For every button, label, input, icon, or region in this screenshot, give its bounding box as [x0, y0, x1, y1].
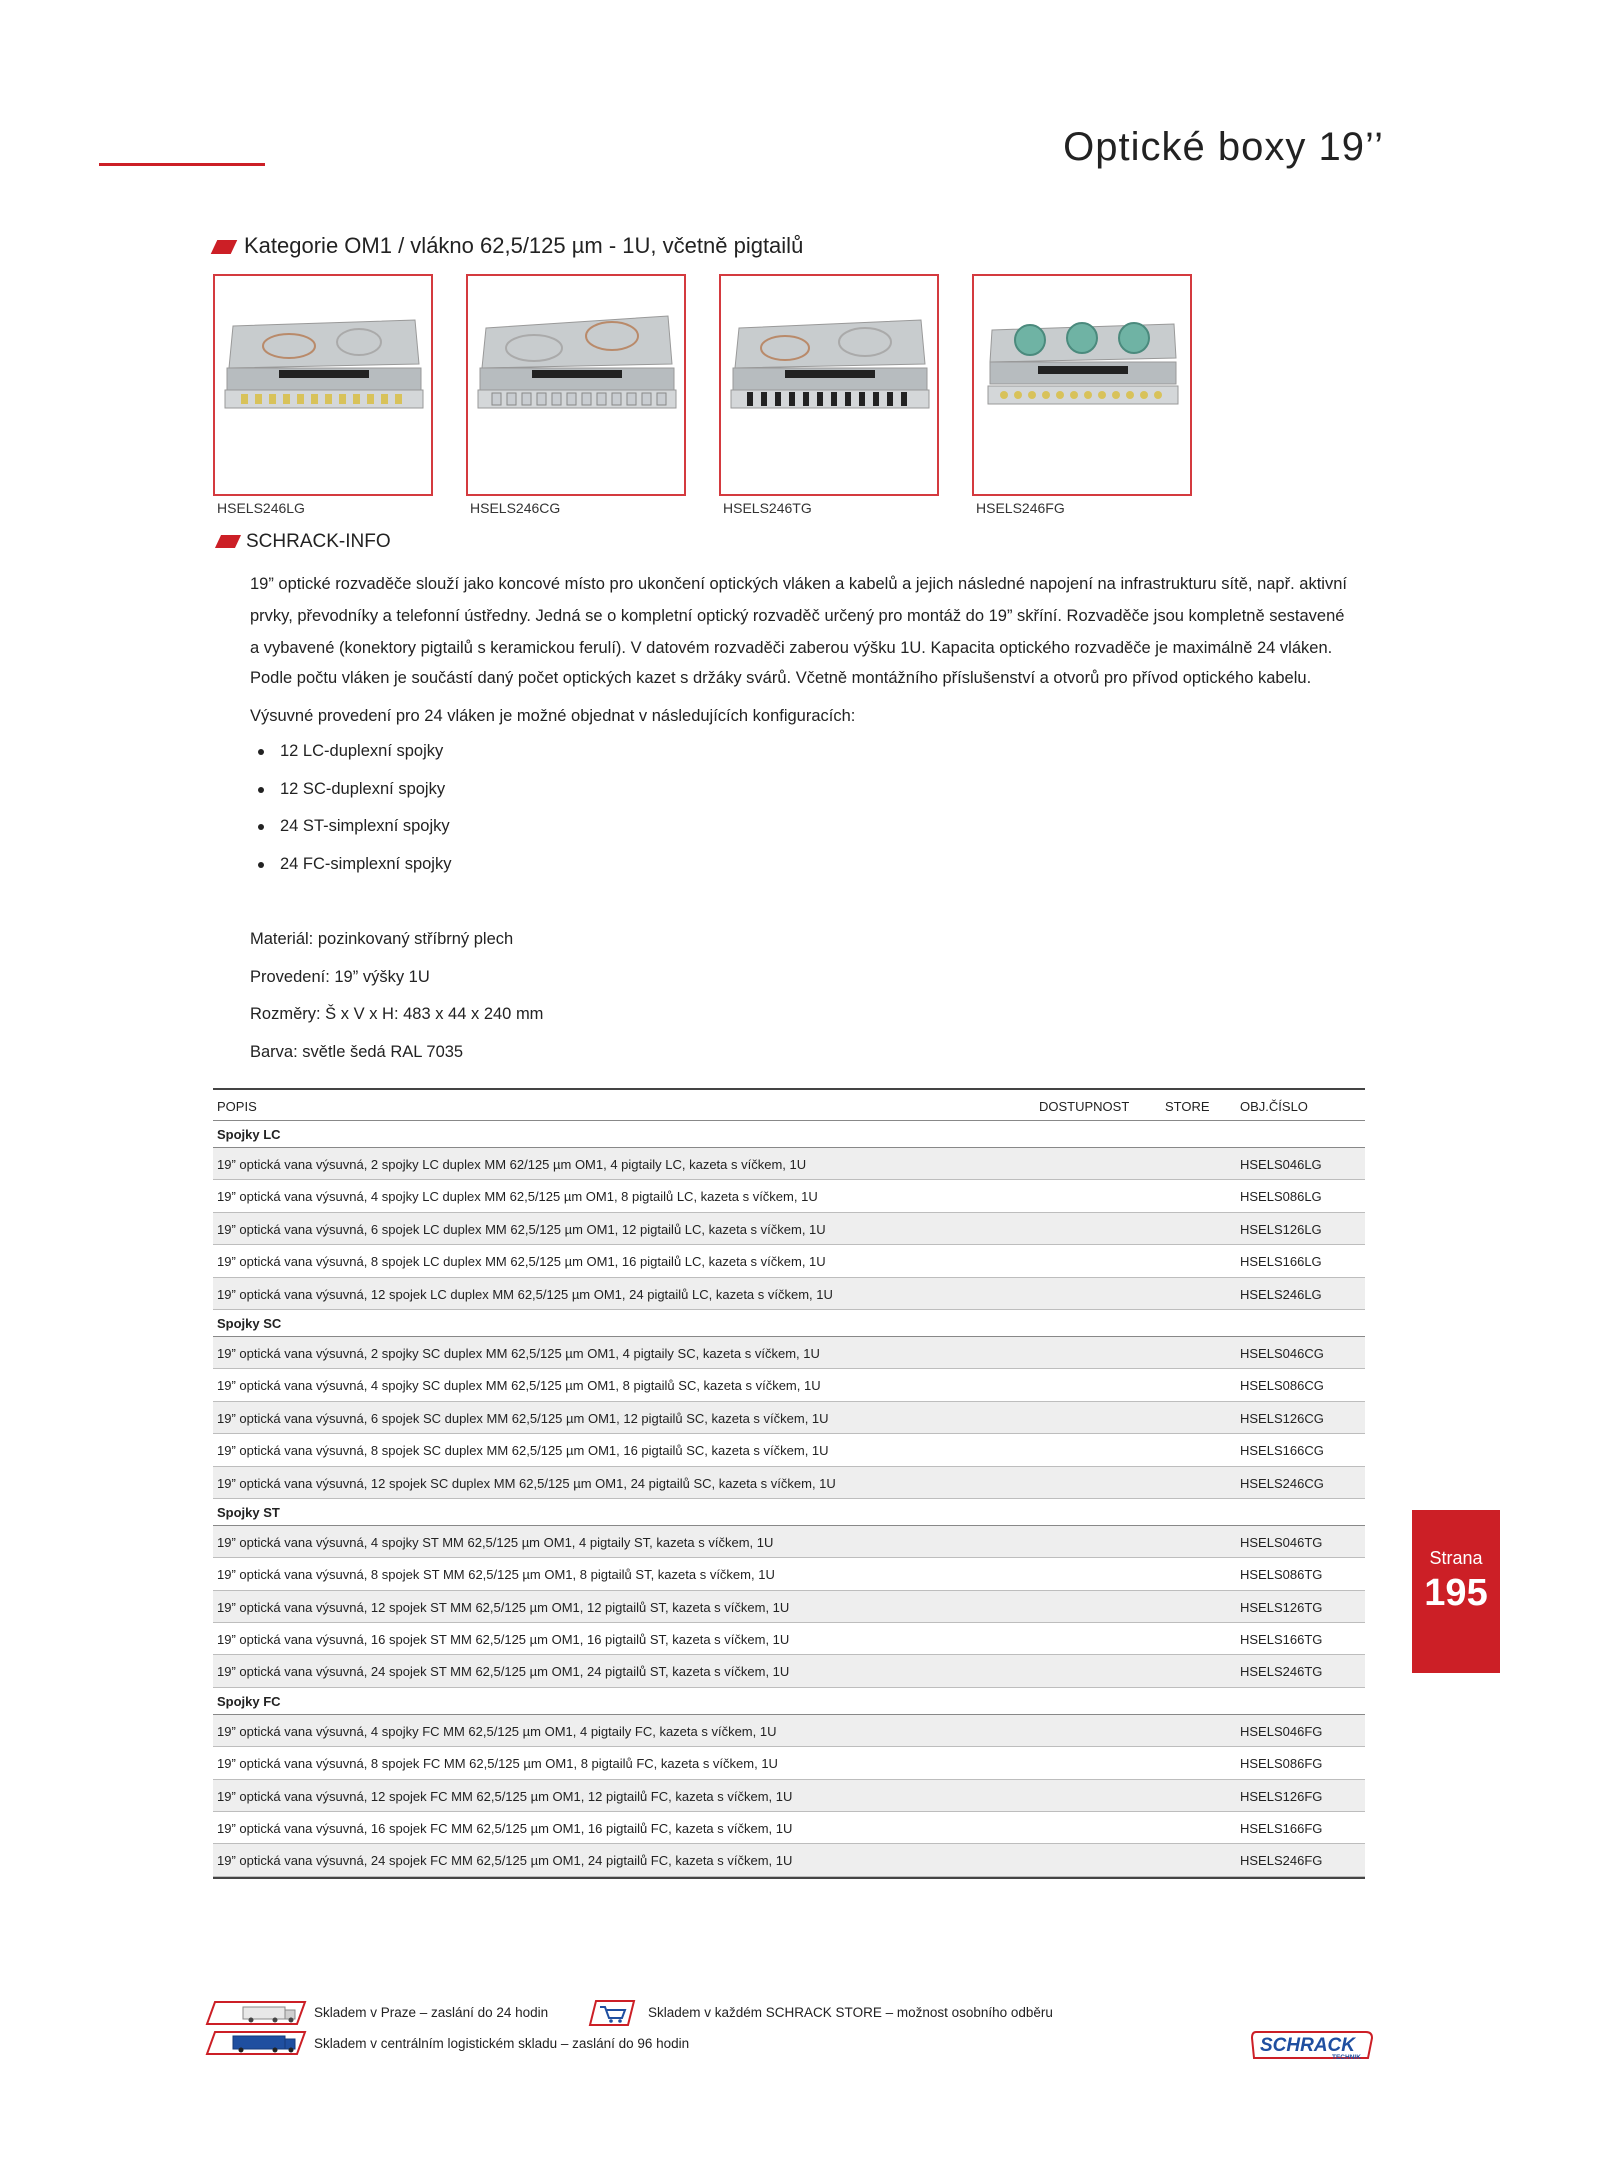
config-intro: Výsuvné provedení pro 24 vláken je možné objednat v následujících konfiguracích: [250, 707, 856, 725]
patch-panel-drawing [978, 306, 1186, 456]
table-row[interactable]: 19” optická vana výsuvná, 16 spojek FC MM 62,5/125 µm OM1, 16 pigtailů FC, kazeta s víčkem, 1U HSELS166FG [213, 1812, 1365, 1844]
product-code: HSELS246LG [217, 500, 305, 516]
section-marker [215, 535, 241, 548]
col-header-popis: POPIS [217, 1099, 257, 1114]
product-image-sc[interactable] [466, 274, 686, 496]
table-row[interactable]: 19” optická vana výsuvná, 16 spojek ST MM 62,5/125 µm OM1, 16 pigtailů ST, kazeta s víčkem, 1U HSELS166TG [213, 1623, 1365, 1655]
legend-central: Skladem v centrálním logistickém skladu – zaslání do 96 hodin [314, 2036, 690, 2051]
table-group-header: Spojky ST [213, 1499, 1365, 1526]
table-row[interactable]: 19” optická vana výsuvná, 6 spojek LC duplex MM 62,5/125 µm OM1, 12 pigtailů LC, kazeta s víčkem, 1U HSELS126LG [213, 1213, 1365, 1245]
table-group-header: Spojky SC [213, 1310, 1365, 1337]
truck-central-icon [205, 2030, 307, 2056]
bullet-icon [258, 787, 264, 793]
col-header-obj: OBJ.ČÍSLO [1240, 1099, 1308, 1114]
spec-dimensions: Rozměry: Š x V x H: 483 x 44 x 240 mm [250, 1005, 544, 1023]
table-header [213, 1088, 1365, 1121]
table-group-header: Spojky LC [213, 1121, 1365, 1148]
col-header-store: STORE [1165, 1099, 1210, 1114]
col-header-dostupnost: DOSTUPNOST [1039, 1099, 1130, 1114]
config-item: 24 ST-simplexní spojky [258, 817, 450, 836]
table-row[interactable]: 19” optická vana výsuvná, 12 spojek ST MM 62,5/125 µm OM1, 12 pigtailů ST, kazeta s víčkem, 1U HSELS126TG [213, 1591, 1365, 1623]
info-line: Podle počtu vláken je součástí daný počet optických kazet s držáky svárů. Včetně montážního příslušenství a otvorů pro přívod optického kabelu. [250, 669, 1312, 687]
category-heading: Kategorie OM1 / vlákno 62,5/125 µm - 1U, včetně pigtailů [244, 233, 804, 258]
legend-prague: Skladem v Praze – zaslání do 24 hodin [314, 2005, 549, 2020]
patch-panel-drawing [725, 306, 933, 456]
legend-store: Skladem v každém SCHRACK STORE – možnost osobního odběru [648, 2005, 1053, 2020]
table-row[interactable]: 19” optická vana výsuvná, 4 spojky FC MM 62,5/125 µm OM1, 4 pigtaily FC, kazeta s víčkem, 1U HSELS046FG [213, 1715, 1365, 1747]
table-row[interactable]: 19” optická vana výsuvná, 4 spojky SC duplex MM 62,5/125 µm OM1, 8 pigtailů SC, kazeta s víčkem, 1U HSELS086CG [213, 1369, 1365, 1401]
truck-prague-icon [205, 2000, 307, 2026]
config-item: 24 FC-simplexní spojky [258, 855, 451, 874]
patch-panel-drawing [219, 306, 427, 456]
table-row[interactable]: 19” optická vana výsuvná, 24 spojek ST MM 62,5/125 µm OM1, 24 pigtailů ST, kazeta s víčkem, 1U HSELS246TG [213, 1655, 1365, 1687]
bullet-icon [258, 824, 264, 830]
table-group-header: Spojky FC [213, 1688, 1365, 1715]
table-row[interactable]: 19” optická vana výsuvná, 4 spojky ST MM 62,5/125 µm OM1, 4 pigtaily ST, kazeta s víčkem, 1U HSELS046TG [213, 1526, 1365, 1558]
table-row[interactable]: 19” optická vana výsuvná, 8 spojek SC duplex MM 62,5/125 µm OM1, 16 pigtailů SC, kazeta s víčkem, 1U HSELS166CG [213, 1434, 1365, 1466]
product-image-fc[interactable] [972, 274, 1192, 496]
product-table [213, 1088, 1365, 1879]
cart-store-icon [588, 1999, 636, 2027]
table-row[interactable]: 19” optická vana výsuvná, 4 spojky LC duplex MM 62,5/125 µm OM1, 8 pigtailů LC, kazeta s víčkem, 1U HSELS086LG [213, 1180, 1365, 1212]
spec-color: Barva: světle šedá RAL 7035 [250, 1043, 464, 1061]
bullet-icon [258, 749, 264, 755]
info-line: prvky, převodníky a telefonní ústředny. Jedná se o kompletní optický rozvaděč určený pro montáž do 19” skříní. Rozvaděče jsou kompletně sestavené [250, 607, 1345, 625]
schrack-logo [1250, 2028, 1375, 2064]
patch-panel-drawing [472, 306, 680, 456]
svg-text:TECHNIK: TECHNIK [1332, 2054, 1361, 2061]
table-row[interactable]: 19” optická vana výsuvná, 2 spojky SC duplex MM 62,5/125 µm OM1, 4 pigtaily SC, kazeta s víčkem, 1U HSELS046CG [213, 1337, 1365, 1369]
product-code: HSELS246TG [723, 500, 812, 516]
table-row[interactable]: 19” optická vana výsuvná, 24 spojek FC MM 62,5/125 µm OM1, 24 pigtailů FC, kazeta s víčkem, 1U HSELS246FG [213, 1844, 1365, 1876]
table-row[interactable]: 19” optická vana výsuvná, 8 spojek ST MM 62,5/125 µm OM1, 8 pigtailů ST, kazeta s víčkem, 1U HSELS086TG [213, 1558, 1365, 1590]
table-row[interactable]: 19” optická vana výsuvná, 12 spojek SC duplex MM 62,5/125 µm OM1, 24 pigtailů SC, kazeta s víčkem, 1U HSELS246CG [213, 1467, 1365, 1499]
spec-design: Provedení: 19” výšky 1U [250, 968, 430, 986]
info-line: a vybavené (konektory pigtailů s keramickou ferulí). V datovém rozvaděči zaberou výšku 1U. Kapacita optického rozvaděče je maximálně 24 vláken. [250, 639, 1333, 657]
page-tab-label: Strana [1429, 1548, 1483, 1568]
table-bottom-rule [213, 1877, 1365, 1879]
table-row[interactable]: 19” optická vana výsuvná, 12 spojek FC MM 62,5/125 µm OM1, 12 pigtailů FC, kazeta s víčkem, 1U HSELS126FG [213, 1780, 1365, 1812]
table-row[interactable]: 19” optická vana výsuvná, 6 spojek SC duplex MM 62,5/125 µm OM1, 12 pigtailů SC, kazeta s víčkem, 1U HSELS126CG [213, 1402, 1365, 1434]
section-marker [211, 240, 238, 254]
header-rule [99, 163, 265, 166]
info-heading: SCHRACK-INFO [246, 531, 391, 552]
svg-text:SCHRACK: SCHRACK [1260, 2035, 1355, 2056]
spec-material: Materiál: pozinkovaný stříbrný plech [250, 930, 514, 948]
table-row[interactable]: 19” optická vana výsuvná, 8 spojek LC duplex MM 62,5/125 µm OM1, 16 pigtailů LC, kazeta s víčkem, 1U HSELS166LG [213, 1245, 1365, 1277]
table-row[interactable]: 19” optická vana výsuvná, 8 spojek FC MM 62,5/125 µm OM1, 8 pigtailů FC, kazeta s víčkem, 1U HSELS086FG [213, 1747, 1365, 1779]
table-row[interactable]: 19” optická vana výsuvná, 12 spojek LC duplex MM 62,5/125 µm OM1, 24 pigtailů LC, kazeta s víčkem, 1U HSELS246LG [213, 1278, 1365, 1310]
page-number: 195 [1424, 1572, 1488, 1614]
bullet-icon [258, 862, 264, 868]
config-item: 12 LC-duplexní spojky [258, 742, 443, 761]
product-image-st[interactable] [719, 274, 939, 496]
page-title: Optické boxy 19’’ [1063, 125, 1384, 169]
page-number-tab [1412, 1510, 1500, 1673]
product-image-lc[interactable] [213, 274, 433, 496]
product-code: HSELS246CG [470, 500, 561, 516]
product-code: HSELS246FG [976, 500, 1065, 516]
config-item: 12 SC-duplexní spojky [258, 780, 445, 799]
info-line: 19” optické rozvaděče slouží jako koncové místo pro ukončení optických vláken a kabelů a jejich následné napojení na infrastrukturu sítě, např. aktivní [250, 575, 1347, 593]
table-row[interactable]: 19” optická vana výsuvná, 2 spojky LC duplex MM 62/125 µm OM1, 4 pigtaily LC, kazeta s víčkem, 1U HSELS046LG [213, 1148, 1365, 1180]
